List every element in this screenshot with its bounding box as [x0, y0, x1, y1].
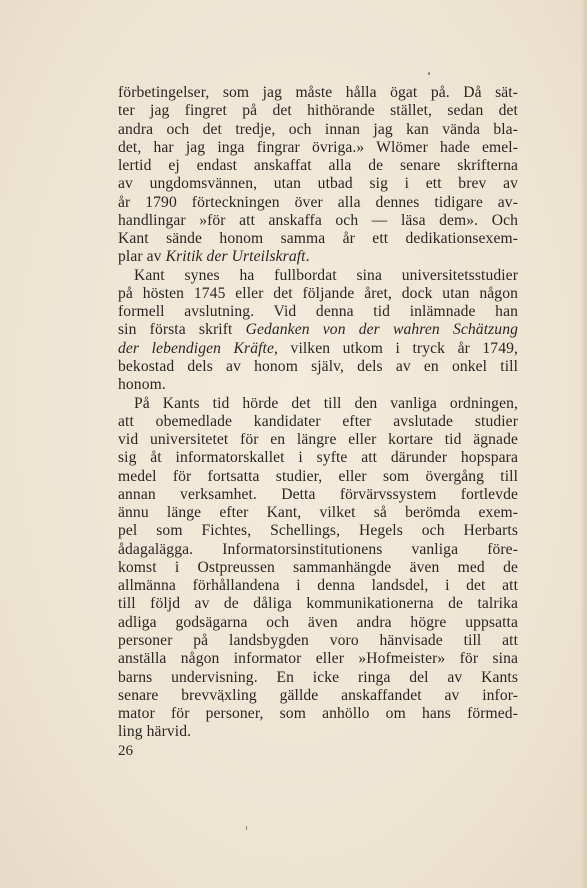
text-line: [118, 321, 518, 339]
text-line: Kant sände honom samma år ett dedikationsexem-: [118, 230, 518, 248]
text-line: mator för personer, som anhöllo om hans förmed-: [118, 705, 518, 723]
text-line: till följd av de dåliga kommunikationerna de talrika: [118, 595, 518, 613]
text-segment: , vilken utkom i tryck år 1749,: [274, 339, 518, 357]
text-line: det, har jag inga fingrar övriga.» Wlömer hade emel-: [118, 138, 518, 156]
text-line: att obemedlade kandidater efter avslutade studier: [118, 412, 518, 430]
text-line: förbetingelser, som jag måste hålla ögat på. Då sät-: [118, 84, 518, 101]
text-line: ling härvid.: [118, 723, 192, 741]
text-line: formell avslutning. Vid denna tid inlämnade han: [118, 303, 518, 321]
page-edge: [581, 0, 587, 888]
page-number: 26: [118, 743, 133, 759]
text-line: ter jag fingret på det hithörande stället, sedan det: [118, 102, 518, 120]
italic-title: Gedanken von der wahren Schätzung: [245, 321, 518, 339]
text-line: andra och det tredje, och innan jag kan vända bla-: [118, 120, 518, 138]
text-line: senare brevväxling gällde anskaffandet av infor-: [118, 686, 518, 704]
text-segment: sin första skrift: [118, 321, 246, 339]
paper-speck: [246, 826, 247, 830]
text-line: ännu länge efter Kant, vilket så berömda exem-: [118, 504, 518, 522]
text-line: vid universitetet för en längre eller kortare tid ägnade: [118, 431, 518, 449]
text-line: anställa någon informator eller »Hofmeister» för sina: [118, 650, 518, 668]
text-line: På Kants tid hörde det till den vanliga ordningen,: [134, 394, 518, 412]
italic-title: der lebendigen Kräfte: [118, 339, 275, 357]
text-line: Kant synes ha fullbordat sina universitetsstudier: [134, 266, 518, 284]
text-line: [118, 340, 518, 358]
paper-speck: [428, 72, 430, 75]
text-line: annan verksamhet. Detta förvärvssystem fortlevde: [118, 485, 518, 503]
text-line: av ungdomsvännen, utan utbad sig i ett brev av: [118, 175, 518, 193]
text-line: bekostad dels av honom själv, dels av en onkel till: [118, 357, 518, 375]
text-line: adliga godsägarna och även andra högre uppsatta: [118, 613, 518, 631]
text-line: [118, 248, 518, 266]
text-line: lertid ej endast anskaffat alla de senare skrifterna: [118, 157, 518, 175]
text-segment: plar av: [118, 248, 166, 266]
text-line: medel för fortsatta studier, eller som övergång till: [118, 467, 518, 485]
text-line: barns undervisning. En icke ringa del av Kants: [118, 668, 518, 686]
text-line: ådagalägga. Informatorsinstitutionens vanliga före-: [118, 540, 518, 558]
body-text: [118, 84, 518, 742]
text-line: personer på landsbygden voro hänvisade till att: [118, 631, 518, 649]
text-line: komst i Ostpreussen sammanhängde även med de: [118, 558, 518, 576]
text-segment: .: [305, 248, 310, 266]
text-line: handlingar »för att anskaffa och — läsa dem». Och: [118, 211, 518, 229]
text-line: sig åt informatorskallet i syfte att därunder hopspara: [118, 449, 518, 467]
italic-title: Kritik der Urteilskraft: [165, 248, 306, 266]
text-line: på hösten 1745 eller det följande året, dock utan någon: [118, 284, 518, 302]
text-line: pel som Fichtes, Schellings, Hegels och Herbarts: [118, 522, 518, 540]
text-line: år 1790 förteckningen över alla dennes tidigare av-: [118, 193, 518, 211]
text-line: honom.: [118, 376, 166, 394]
text-line: allmänna förhållandena i denna landsdel, i det att: [118, 577, 518, 595]
